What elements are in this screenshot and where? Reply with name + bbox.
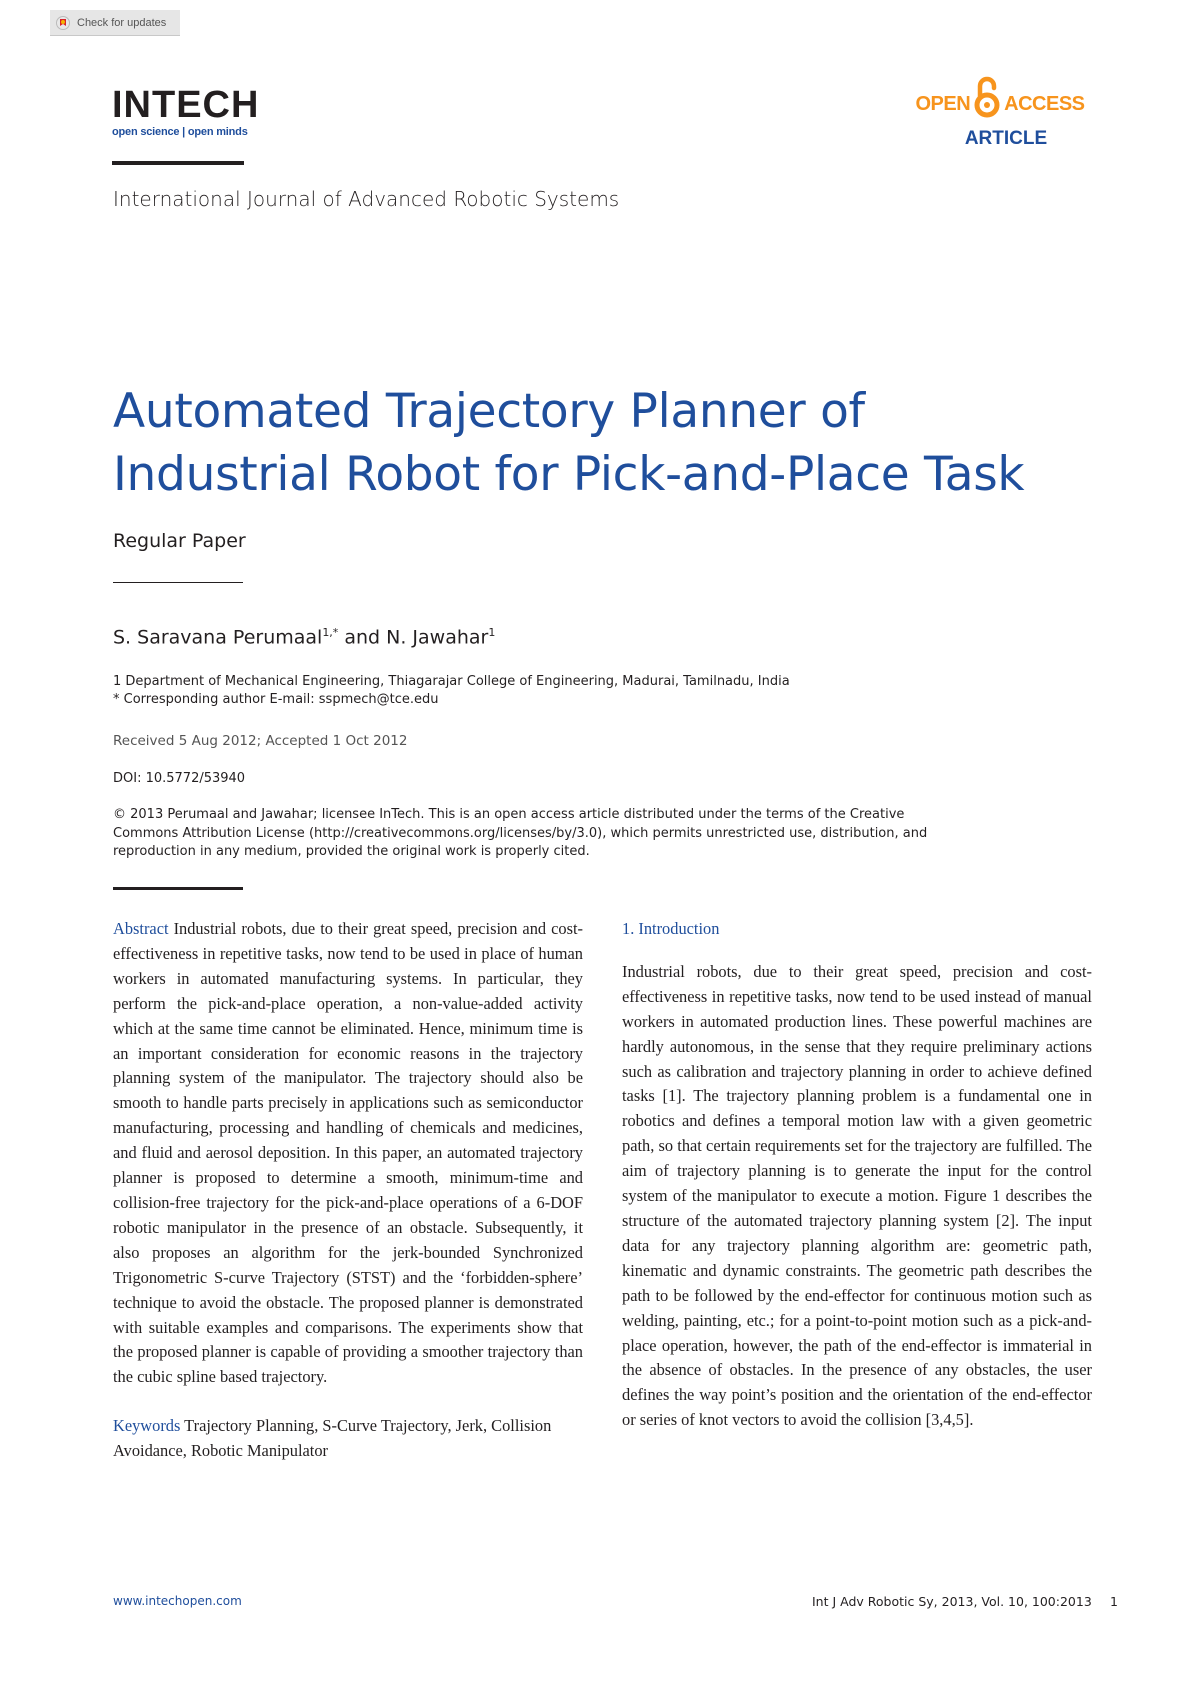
open-access-open: OPEN (915, 92, 971, 115)
footer-website-link[interactable]: www.intechopen.com (113, 1594, 242, 1608)
crossmark-icon (56, 16, 70, 30)
author-2: N. Jawahar (386, 626, 489, 649)
keywords (113, 1414, 583, 1464)
open-access-access: ACCESS (1004, 92, 1085, 115)
logo-name: INTECH (112, 84, 260, 126)
left-column (113, 917, 583, 1464)
logo-tagline: open science | open minds (112, 126, 248, 138)
title-line-1: Automated Trajectory Planner of (113, 384, 865, 439)
author-1: S. Saravana Perumaal (113, 626, 323, 649)
journal-name: International Journal of Advanced Robotic Systems (113, 187, 620, 211)
article-title (113, 380, 1073, 506)
author-conjunction: and (338, 626, 387, 649)
article-type-divider (113, 582, 243, 583)
open-lock-icon (972, 74, 1002, 118)
check-for-updates-button[interactable] (50, 10, 180, 36)
author-1-affiliation-mark: 1,* (322, 626, 339, 639)
abstract-label: Abstract (113, 919, 169, 938)
abstract-text: Industrial robots, due to their great speed, precision and cost-effectiveness in repetitive tasks, now tend to be used in place of human workers in automated manufacturing systems. In particular, they perform the pick-and-place operation, a non-value-added activity which at the same time cannot be eliminated. Hence, minimum time is an important consideration for economic reasons in the trajectory planning system of the manipulator. The trajectory should also be smooth to handle parts precisely in applications such as semiconductor manufacturing, processing and handling of chemicals and medicines, and fluid and aerosol deposition. In this paper, an automated trajectory planner is proposed to determine a smooth, minimum-time and collision-free trajectory for the pick-and-place operations of a 6-DOF robotic manipulator in the presence of an obstacle. Subsequently, it also proposes an algorithm for the jerk-bounded Synchronized Trigonometric S-curve Trajectory (STST) and the ‘forbidden-sphere’ technique to avoid the obstacle. The proposed planner is demonstrated with suitable examples and comparisons. The experiments show that the proposed planner is capable of providing a smoother trajectory than the cubic spline based trajectory. (113, 919, 583, 1387)
license-statement: © 2013 Perumaal and Jawahar; licensee InTech. This is an open access article distributed under the terms of the Creative Commons Attribution License (http://creativecommons.org/licenses/by/3.0), which permits unrestricted use, distribution, and reproduction in any medium, provided the original work is properly cited. (113, 807, 928, 859)
affiliation: 1 Department of Mechanical Engineering, Thiagarajar College of Engineering, Madurai, Tamilnadu, India (113, 674, 790, 689)
open-access-badge (900, 82, 1100, 150)
corresponding-author: * Corresponding author E-mail: sspmech@tce.edu (113, 692, 439, 707)
keywords-text: Trajectory Planning, S-Curve Trajectory, Jerk, Collision Avoidance, Robotic Manipulator (113, 1416, 552, 1461)
footer-citation: Int J Adv Robotic Sy, 2013, Vol. 10, 100:2013 (812, 1594, 1092, 1609)
page-number: 1 (1110, 1594, 1118, 1609)
intech-logo (112, 86, 259, 138)
title-line-2: Industrial Robot for Pick-and-Place Task (113, 447, 1025, 502)
introduction-text: Industrial robots, due to their great speed, precision and cost-effectiveness in repetitive tasks, now tend to be used instead of manual workers in automated production lines. These powerful machines are hardly autonomous, in the sense that they require preliminary actions such as calibration and trajectory planning in order to achieve defined tasks [1]. The trajectory planning problem is a fundamental one in robotics and defines a temporal motion law with a given geometric path, so that certain requirements set for the trajectory are fulfilled. The aim of trajectory planning is to generate the input for the control system of the manipulator to execute a motion. Figure 1 describes the structure of the automated trajectory planning system [2]. The input data for any trajectory planning algorithm are: geometric path, kinematic and dynamic constraints. The geometric path describes the path to be followed by the end-effector for continuous motion such as welding, painting, etc.; for a point-to-point motion such as a pick-and-place operation, however, the path of the end-effector is immaterial in the absence of obstacles. In the presence of any obstacles, the user defines the way point’s position and the orientation of the end-effector or series of knot vectors to avoid the collision [3,4,5]. (622, 961, 1092, 1430)
logo-divider (112, 161, 244, 165)
author-list (113, 626, 495, 648)
abstract-divider (113, 887, 243, 890)
article-type: Regular Paper (113, 530, 246, 552)
doi: DOI: 10.5772/53940 (113, 771, 246, 786)
keywords-label: Keywords (113, 1416, 181, 1436)
introduction-heading: 1. Introduction (622, 919, 720, 938)
abstract (113, 917, 583, 1390)
open-access-article: ARTICLE (964, 128, 1048, 149)
right-column (622, 917, 1092, 1433)
check-for-updates-label: Check for updates (77, 16, 167, 29)
received-accepted-dates: Received 5 Aug 2012; Accepted 1 Oct 2012 (113, 733, 408, 749)
author-2-affiliation-mark: 1 (488, 626, 496, 639)
